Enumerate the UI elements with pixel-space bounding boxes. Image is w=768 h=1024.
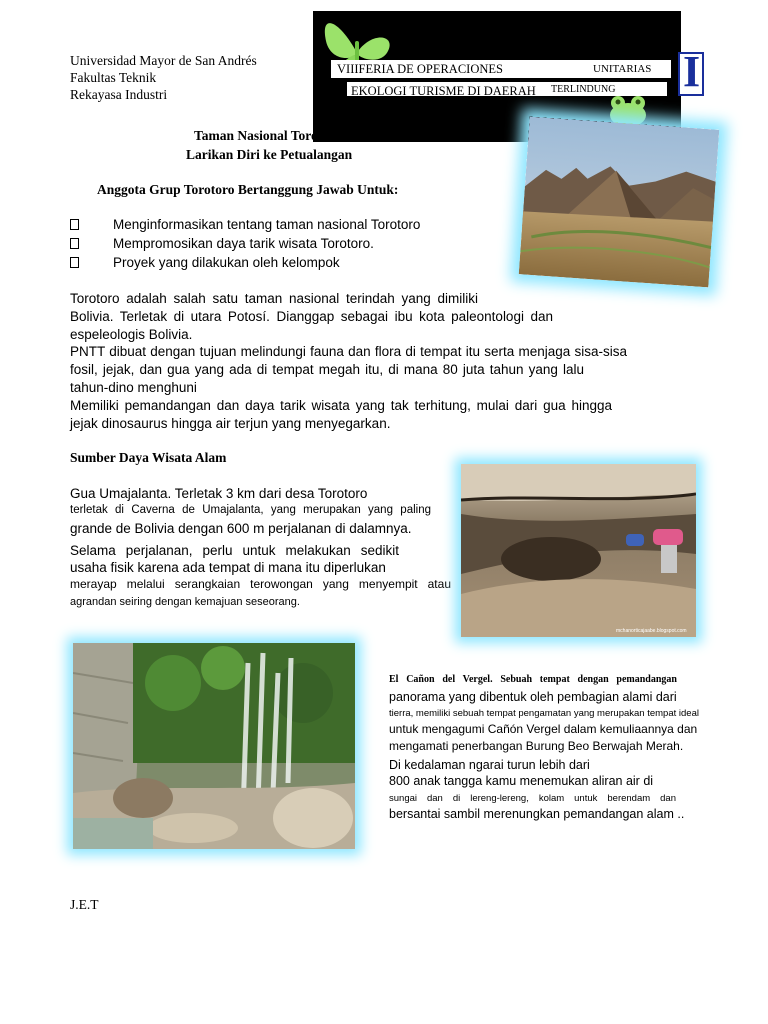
banner-event-title: VIIIFERIA DE OPERACIONES <box>337 62 503 76</box>
intro-line: Memiliki pemandangan dan daya tarik wisata yang tak terhitung, mulai dari gua hingga <box>70 398 612 413</box>
photo-watermark: mchanorticajaabe.blogspot.com <box>616 628 687 634</box>
cave-line: usaha fisik karena ada tempat di mana itu diperlukan <box>70 560 386 575</box>
canyon-line: untuk mengagumi Cañón Vergel dalam kemuliaannya dan <box>389 722 698 736</box>
responsibilities-heading: Anggota Grup Torotoro Bertanggung Jawab Untuk: <box>97 182 399 197</box>
logo-letter: I <box>683 47 701 96</box>
waterfall-canyon-photo <box>73 643 355 849</box>
intro-line: fosil, jejak, dan gua yang ada di tempat megah itu, di mana 80 juta tahun yang lalu <box>70 362 584 377</box>
checkbox-bullet-icon <box>70 238 79 249</box>
cave-line: Selama perjalanan, perlu untuk melakukan sedikit <box>70 543 399 558</box>
cave-line: merayap melalui serangkaian terowongan yang menyempit atau <box>70 577 451 591</box>
list-item: Proyek yang dilakukan oleh kelompok <box>70 255 340 270</box>
checkbox-bullet-icon <box>70 257 79 268</box>
checkbox-bullet-icon <box>70 219 79 230</box>
banner-event-subtitle: UNITARIAS <box>593 63 652 75</box>
canyon-line: 800 anak tangga kamu menemukan aliran air di <box>389 774 654 788</box>
logo-letter-box <box>678 47 704 96</box>
canyon-line: tierra, memiliki sebuah tempat pengamatan yang merupakan tempat ideal <box>389 708 699 719</box>
faculty-name: Fakultas Teknik <box>70 70 157 85</box>
list-item: Mempromosikan daya tarik wisata Torotoro. <box>70 236 374 251</box>
list-item: Menginformasikan tentang taman nasional Torotoro <box>70 217 420 232</box>
intro-line: Torotoro adalah salah satu taman nasional terindah yang dimiliki <box>70 291 478 306</box>
canyon-line: mengamati penerbangan Burung Beo Berwajah Merah. <box>389 739 684 753</box>
mountain-landscape-photo <box>519 117 720 288</box>
banner-theme: EKOLOGI TURISME DI DAERAH <box>351 84 536 96</box>
cave-line: terletak di Caverna de Umajalanta, yang merupakan yang paling <box>70 504 431 516</box>
banner-theme-suffix: TERLINDUNG <box>551 84 616 95</box>
intro-line: PNTT dibuat dengan tujuan melindungi fauna dan flora di tempat itu serta menjaga sisa-sisa <box>70 344 627 359</box>
section-heading: Sumber Daya Wisata Alam <box>70 450 227 465</box>
canyon-line: panorama yang dibentuk oleh pembagian alami dari <box>389 690 677 704</box>
cave-line: Gua Umajalanta. Terletak 3 km dari desa Torotoro <box>70 486 368 501</box>
intro-line: tahun-dino menghuni <box>70 380 197 395</box>
cave-photo <box>461 464 696 637</box>
department-name: Rekayasa Industri <box>70 87 168 102</box>
intro-line: espeleologis Bolivia. <box>70 327 193 342</box>
institution-name: Universidad Mayor de San Andrés <box>70 53 257 68</box>
document-subtitle: Larikan Diri ke Petualangan <box>186 147 353 162</box>
institution-block <box>70 52 257 103</box>
canyon-line: bersantai sambil merenungkan pemandangan alam .. <box>389 807 685 821</box>
canyon-line: sungai dan di lereng-lereng, kolam untuk berendam dan <box>389 793 676 804</box>
canyon-heading: El Cañon del Vergel. Sebuah tempat dengan pemandangan <box>389 674 677 685</box>
canyon-line: Di kedalaman ngarai turun lebih dari <box>389 758 590 772</box>
document-title: Taman Nasional Toro <box>194 128 318 143</box>
banner-strip-top <box>331 60 671 78</box>
cave-line: grande de Bolivia dengan 600 m perjalanan di dalamnya. <box>70 521 412 536</box>
author-initials: J.E.T <box>70 897 99 912</box>
intro-line: jejak dinosaurus hingga air terjun yang menyegarkan. <box>70 416 391 431</box>
cave-line: agrandan seiring dengan kemajuan seseorang. <box>70 596 300 608</box>
intro-line: Bolivia. Terletak di utara Potosí. Dianggap sebagai ibu kota paleontologi dan <box>70 309 553 324</box>
